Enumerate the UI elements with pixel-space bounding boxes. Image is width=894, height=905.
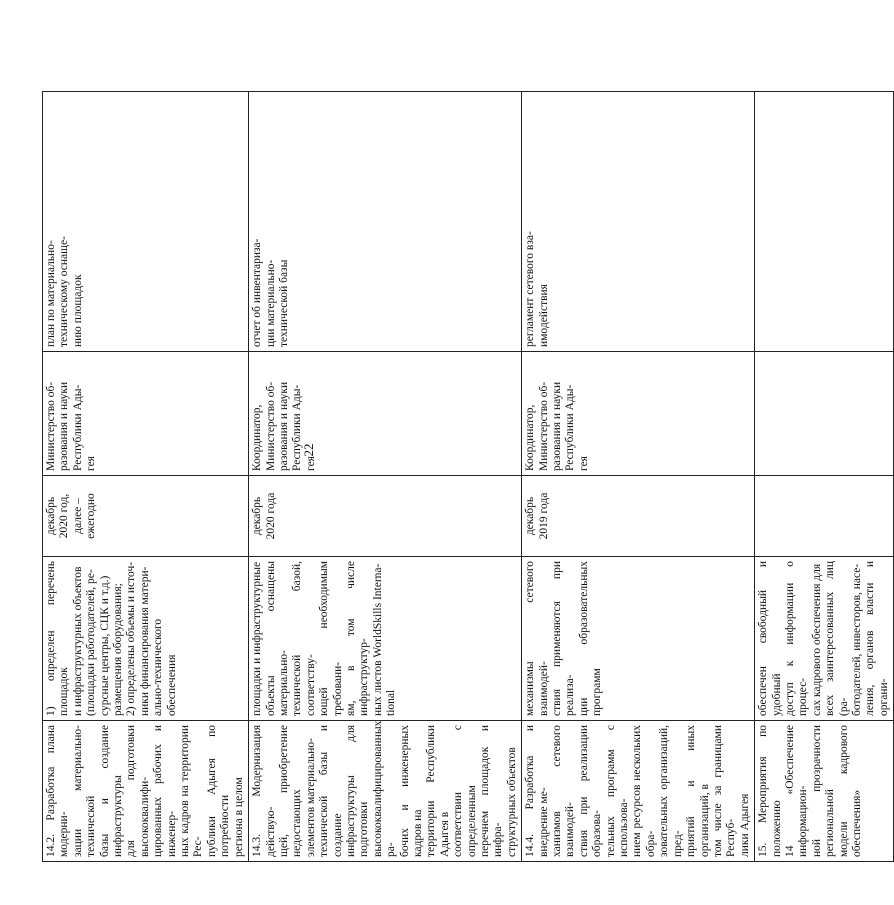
cell-line: размещения оборудования; xyxy=(112,583,125,716)
cell-result xyxy=(43,92,249,352)
cell-responsible xyxy=(755,352,894,476)
cell-line: ботодателей, инвесторов, насе- xyxy=(850,563,863,716)
table-row xyxy=(755,92,894,862)
cell-responsible xyxy=(522,352,755,476)
cell-line: гея xyxy=(304,456,317,471)
cell-line: региона в целом xyxy=(232,777,245,857)
cell-line: элементов материально- xyxy=(304,738,317,857)
cell-line: ции материально- xyxy=(264,259,277,347)
cell-deadline xyxy=(249,476,522,557)
cell-line: разования и науки xyxy=(58,381,71,471)
cell-line: структурных объектов xyxy=(505,747,518,857)
cell-line: ям, в том числе инфраструктур- xyxy=(344,561,371,716)
cell-line: технической базы xyxy=(277,259,290,347)
cell-line: ления, органов власти и органи- xyxy=(864,561,890,716)
cell-result xyxy=(249,92,522,352)
table-row xyxy=(522,92,755,862)
cell-line: лики Адыгея xyxy=(738,793,751,857)
cell-line: цированных рабочих и инженер- xyxy=(152,725,178,857)
cell-line: 14 «Обеспечение информацион- xyxy=(783,725,810,857)
cell-line: декабрь xyxy=(524,496,537,536)
cell-line: ных кадров на территории Рес- xyxy=(179,725,205,857)
cell-line: техническому оснаще- xyxy=(58,236,71,347)
cell-deadline xyxy=(755,476,894,557)
cell-line: ющей необходимым требовани- xyxy=(318,561,344,716)
cell-line: базы и создание инфраструктуры xyxy=(98,725,125,857)
cell-line: 14.3. Модернизация действую- xyxy=(251,725,277,857)
cell-line: доступ к информации о процес- xyxy=(783,561,810,716)
cell-line: Координатор, xyxy=(524,404,537,471)
cell-line: Министерство об- xyxy=(45,381,57,471)
cell-line: Республики Ады- xyxy=(564,384,577,471)
cell-line: (площадки работодателей, ре- xyxy=(85,569,98,716)
cell-line: щей, приобретение недостающих xyxy=(277,725,304,857)
table-row xyxy=(249,92,522,862)
cell-line: том числе за границами Респуб- xyxy=(711,725,738,857)
cell-result xyxy=(755,92,894,352)
cell-task xyxy=(522,721,755,862)
cell-line: публики Адыгея по потребности xyxy=(205,725,232,857)
cell-line: ально-технического обеспечения xyxy=(152,618,178,716)
cell-task xyxy=(755,721,894,862)
cell-line: 2020 год, xyxy=(58,493,71,539)
cell-line: нию площадок xyxy=(71,274,84,347)
cell-line: технической базы и создание xyxy=(318,725,344,857)
cell-line: декабрь xyxy=(45,496,57,536)
cell-line: технической базой, соответству- xyxy=(291,561,317,716)
cell-task xyxy=(43,721,249,862)
cell-line: tional xyxy=(385,689,398,716)
cell-line: гея xyxy=(85,456,98,471)
cell-line: бочих и инженерных кадров на xyxy=(398,725,424,857)
plan-table xyxy=(42,91,894,862)
cell-line: 2019 года xyxy=(537,492,550,540)
cell-line: соответствии с определенным xyxy=(452,725,478,857)
cell-result xyxy=(522,92,755,352)
cell-line: разования и науки xyxy=(277,381,290,471)
cell-line: сах кадрового обеспечения для xyxy=(810,563,823,716)
cell-line: высококвалифицированных ра- xyxy=(371,720,398,857)
cell-line: сурсные центры, СЦК и т.д.) xyxy=(98,575,111,716)
cell-line: обеспечен свободный и удобный xyxy=(757,561,783,716)
cell-deadline xyxy=(522,476,755,557)
cell-line: 15. Мероприятия по положению xyxy=(757,725,783,857)
cell-measures xyxy=(522,557,755,721)
cell-responsible xyxy=(43,352,249,476)
cell-line: 14.2. Разработка плана модерни- xyxy=(45,725,71,857)
cell-line: всех заинтересованных лиц (ра- xyxy=(824,561,850,716)
cell-line: разования и науки xyxy=(551,381,564,471)
cell-line: ции образовательных программ xyxy=(577,561,604,716)
cell-line: 14.4. Разработка и внедрение ме- xyxy=(524,725,550,857)
cell-line: ствия применяются при реализа- xyxy=(551,561,577,716)
cell-line: ствия при реализации образова- xyxy=(577,725,604,857)
cell-line: модели кадрового обеспечения» xyxy=(837,725,863,857)
cell-line: план по материально- xyxy=(45,240,57,347)
cell-line: объекты оснащены материально- xyxy=(264,561,290,716)
cell-responsible xyxy=(249,352,522,476)
cell-line: ханизмов сетевого взаимодей- xyxy=(551,725,577,857)
cell-deadline xyxy=(43,476,249,557)
cell-line: отчет об инвентариза- xyxy=(251,238,264,347)
cell-line: декабрь xyxy=(251,496,264,536)
cell-line: нием ресурсов нескольких обра- xyxy=(631,725,657,857)
cell-line: для подготовки высококвалифи- xyxy=(125,725,151,857)
cell-line: регламент сетевого вза- xyxy=(524,231,537,347)
cell-line: ежегодно xyxy=(85,493,98,539)
rotated-table-page xyxy=(42,92,890,862)
cell-line: зовательных организаций, пред- xyxy=(658,725,684,857)
cell-measures xyxy=(43,557,249,721)
cell-line: площадки и инфраструктурные xyxy=(251,561,264,716)
cell-line: Республики Ады- xyxy=(71,384,84,471)
cell-line: 1) определен перечень площадок xyxy=(45,561,71,716)
cell-line: Республики Ады- xyxy=(291,384,304,471)
cell-line: 2020 года xyxy=(264,492,277,540)
cell-task xyxy=(249,721,522,862)
cell-line: тельных программ с использова- xyxy=(604,725,631,857)
cell-line: механизмы сетевого взаимодей- xyxy=(524,561,550,716)
table-row xyxy=(43,92,249,862)
cell-measures xyxy=(755,557,894,721)
cell-line: ных листов WorldSkills Interna- xyxy=(371,563,384,716)
cell-line: ной прозрачности региональной xyxy=(810,725,837,857)
cell-line: Координатор, xyxy=(251,404,264,471)
cell-line: 2) определены объемы и источ- xyxy=(125,561,138,716)
cell-line: Министерство об- xyxy=(537,381,550,471)
cell-line: перечнем площадок и инфра- xyxy=(479,725,505,857)
cell-line: зации материально-технической xyxy=(71,725,98,857)
page-number: 22 xyxy=(301,443,316,457)
cell-line: ники финансирования матери- xyxy=(138,566,151,716)
cell-line: приятий и иных организаций, в xyxy=(685,725,711,857)
cell-line: Министерство об- xyxy=(264,381,277,471)
cell-line: инфраструктуры для подготовки xyxy=(344,725,371,857)
cell-measures xyxy=(249,557,522,721)
cell-line: и инфраструктурных объектов xyxy=(71,566,84,716)
cell-line: имодействия xyxy=(537,284,550,347)
cell-line: гея xyxy=(577,456,590,471)
cell-line: территории Республики Адыгея в xyxy=(425,725,451,857)
cell-line: далее – xyxy=(71,498,84,534)
